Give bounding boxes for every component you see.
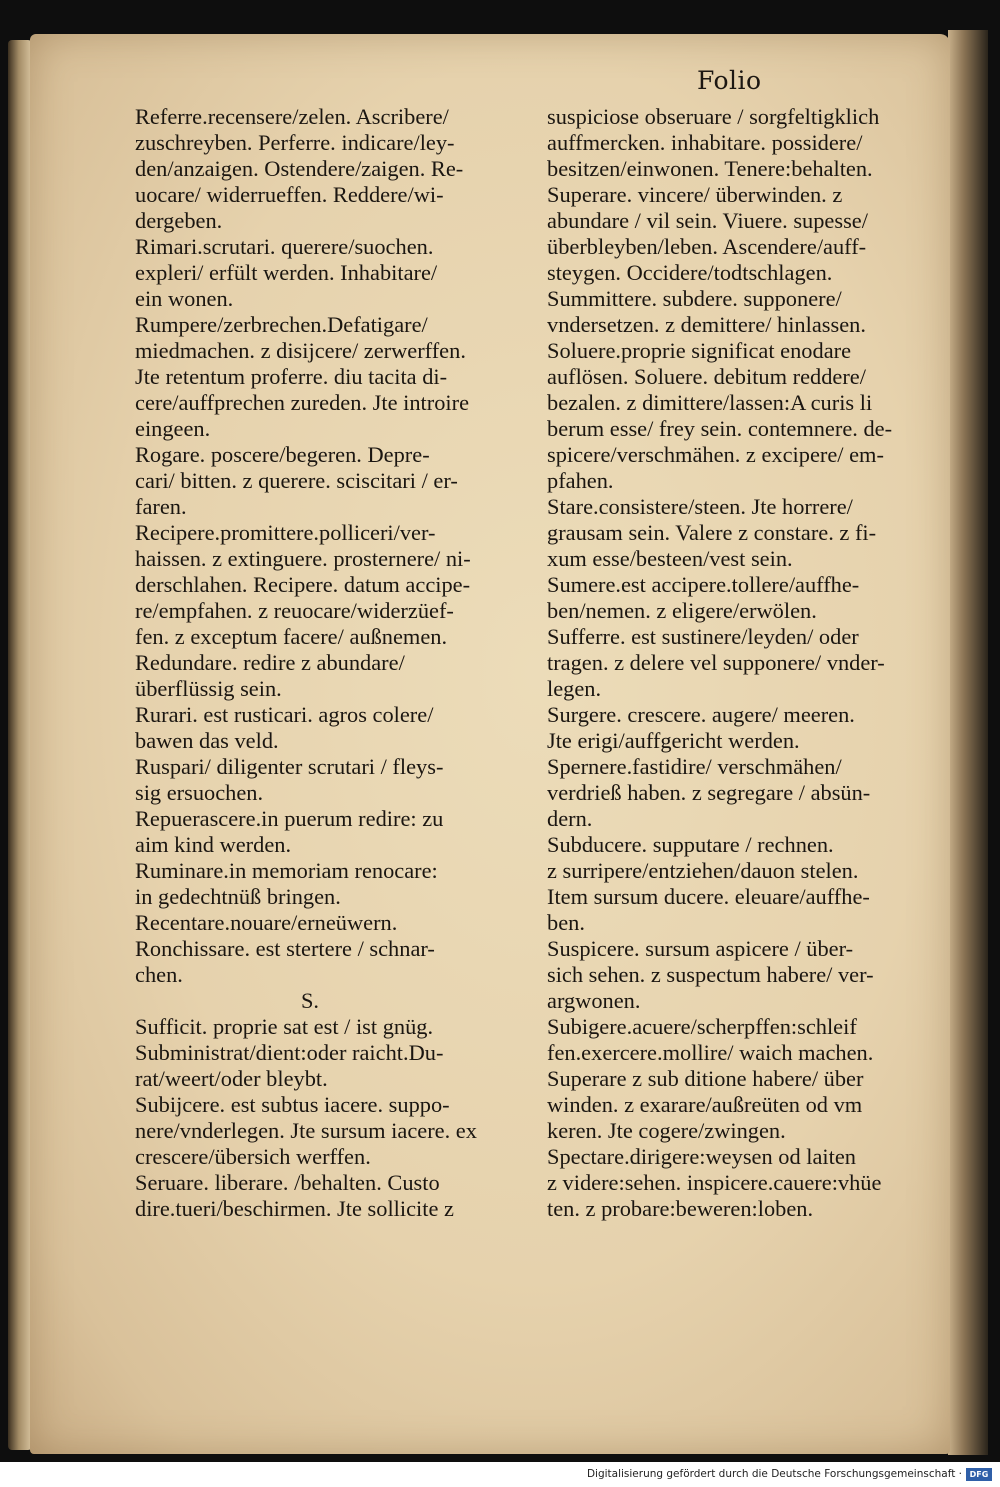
text-line: argwonen.	[547, 988, 641, 1013]
text-line: keren. Jte cogere/zwingen.	[547, 1118, 786, 1143]
text-line: derschlahen. Recipere. datum accipe-	[135, 572, 471, 597]
text-line: auflösen. Soluere. debitum reddere/	[547, 364, 866, 389]
text-line: Sufferre. est sustinere/leyden/ oder	[547, 624, 859, 649]
text-line: rat/weert/oder bleybt.	[135, 1066, 328, 1091]
text-line: ten. z probare:beweren:loben.	[547, 1196, 814, 1221]
right-column	[547, 104, 942, 1222]
text-line: Referre.recensere/zelen. Ascribere/	[135, 104, 449, 129]
text-line: crescere/übersich werffen.	[135, 1144, 371, 1169]
funding-credit: Digitalisierung gefördert durch die Deutsche Forschungsgemeinschaft ·	[586, 1468, 962, 1480]
text-line: Jte erigi/auffgericht werden.	[547, 728, 800, 753]
text-line: bezalen. z dimittere/lassen:A curis li	[547, 390, 873, 415]
text-line: suspiciose obseruare / sorgfeltigklich	[547, 104, 880, 129]
text-line: winden. z exarare/außreüten od vm	[547, 1092, 863, 1117]
text-line: haissen. z extinguere. prosternere/ ni-	[135, 546, 471, 571]
text-line: ben/nemen. z eligere/erwölen.	[547, 598, 817, 623]
text-line: steygen. Occidere/todtschlagen.	[547, 260, 833, 285]
text-line: expleri/ erfült werden. Inhabitare/	[135, 260, 438, 285]
text-line: Superare z sub ditione habere/ über	[547, 1066, 864, 1091]
text-line: Subducere. supputare / rechnen.	[547, 832, 834, 857]
text-line: dern.	[547, 806, 593, 831]
left-column	[135, 104, 525, 1222]
text-line: überflüssig sein.	[135, 676, 282, 701]
text-line: Repuerascere.in puerum redire: zu	[135, 806, 444, 831]
dfg-logo: DFG	[966, 1468, 992, 1481]
text-line: xum esse/besteen/vest sein.	[547, 546, 793, 571]
text-line: vndersetzen. z demittere/ hinlassen.	[547, 312, 866, 337]
text-line: chen.	[135, 962, 183, 987]
page-right-edge	[948, 30, 988, 1455]
text-line: Rurari. est rusticari. agros colere/	[135, 702, 434, 727]
text-line: sig ersuochen.	[135, 780, 264, 805]
text-line: cere/auffprechen zureden. Jte introire	[135, 390, 470, 415]
text-line: Summittere. subdere. supponere/	[547, 286, 842, 311]
text-line: Rimari.scrutari. querere/suochen.	[135, 234, 434, 259]
text-line: ein wonen.	[135, 286, 234, 311]
text-line: eingeen.	[135, 416, 211, 441]
text-line: z videre:sehen. inspicere.cauere:vhüe	[547, 1170, 882, 1195]
text-line: pfahen.	[547, 468, 614, 493]
text-line: Subministrat/dient:oder raicht.Du-	[135, 1040, 444, 1065]
text-line: ben.	[547, 910, 585, 935]
text-line: überbleyben/leben. Ascendere/auff-	[547, 234, 867, 259]
text-line: legen.	[547, 676, 602, 701]
text-line: dire.tueri/beschirmen. Jte sollicite z	[135, 1196, 454, 1221]
text-line: Spectare.dirigere:weysen od laiten	[547, 1144, 856, 1169]
text-line: Subigere.acuere/scherpffen:schleif	[547, 1014, 857, 1039]
text-line: sich sehen. z suspectum habere/ ver-	[547, 962, 874, 987]
text-line: tragen. z delere vel supponere/ vnder-	[547, 650, 885, 675]
text-line: Sumere.est accipere.tollere/auffhe-	[547, 572, 860, 597]
text-line: bawen das veld.	[135, 728, 279, 753]
text-line: Redundare. redire z abundare/	[135, 650, 405, 675]
text-line: fen. z exceptum facere/ außnemen.	[135, 624, 448, 649]
text-line: den/anzaigen. Ostendere/zaigen. Re-	[135, 156, 464, 181]
text-line: abundare / vil sein. Viuere. supesse/	[547, 208, 868, 233]
text-line: z surripere/entziehen/dauon stelen.	[547, 858, 859, 883]
text-line: aim kind werden.	[135, 832, 292, 857]
text-line: Rumpere/zerbrechen.Defatigare/	[135, 312, 428, 337]
text-line: Ronchissare. est stertere / schnar-	[135, 936, 435, 961]
text-line: uocare/ widerrueffen. Reddere/wi-	[135, 182, 444, 207]
text-line: cari/ bitten. z querere. sciscitari / er-	[135, 468, 458, 493]
page-left-edge	[8, 40, 32, 1450]
text-line: zuschreyben. Perferre. indicare/ley-	[135, 130, 455, 155]
text-line: dergeben.	[135, 208, 223, 233]
text-line: Surgere. crescere. augere/ meeren.	[547, 702, 855, 727]
text-line: in gedechtnüß bringen.	[135, 884, 341, 909]
text-line: auffmercken. inhabitare. possidere/	[547, 130, 863, 155]
text-line: Ruspari/ diligenter scrutari / fleys-	[135, 754, 444, 779]
folio-header: Folio	[697, 66, 762, 95]
text-line: spicere/verschmähen. z excipere/ em-	[547, 442, 884, 467]
footer-bar	[0, 1462, 1000, 1487]
text-line: Rogare. poscere/begeren. Depre-	[135, 442, 430, 467]
text-line: re/empfahen. z reuocare/widerzüef-	[135, 598, 454, 623]
text-line: Seruare. liberare. /behalten. Custo	[135, 1170, 440, 1195]
text-line: Ruminare.in memoriam renocare:	[135, 858, 438, 883]
text-line: Jte retentum proferre. diu tacita di-	[135, 364, 448, 389]
text-line: nere/vnderlegen. Jte sursum iacere. ex	[135, 1118, 477, 1143]
section-letter: S.	[300, 988, 320, 1013]
text-line: berum esse/ frey sein. contemnere. de-	[547, 416, 893, 441]
text-line: miedmachen. z disijcere/ zerwerffen.	[135, 338, 466, 363]
text-line: Sufficit. proprie sat est / ist gnüg.	[135, 1014, 434, 1039]
text-line: Subijcere. est subtus iacere. suppo-	[135, 1092, 450, 1117]
text-line: verdrieß haben. z segregare / absün-	[547, 780, 871, 805]
text-line: Spernere.fastidire/ verschmähen/	[547, 754, 842, 779]
text-line: Item sursum ducere. eleuare/auffhe-	[547, 884, 870, 909]
text-line: Recentare.nouare/erneüwern.	[135, 910, 398, 935]
text-line: Superare. vincere/ überwinden. z	[547, 182, 843, 207]
text-line: fen.exercere.mollire/ waich machen.	[547, 1040, 874, 1065]
text-line: grausam sein. Valere z constare. z fi-	[547, 520, 877, 545]
text-line: faren.	[135, 494, 187, 519]
text-line: Stare.consistere/steen. Jte horrere/	[547, 494, 853, 519]
text-line: Soluere.proprie significat enodare	[547, 338, 852, 363]
text-line: Suspicere. sursum aspicere / über-	[547, 936, 854, 961]
text-line: Recipere.promittere.polliceri/ver-	[135, 520, 436, 545]
text-line: besitzen/einwonen. Tenere:behalten.	[547, 156, 873, 181]
